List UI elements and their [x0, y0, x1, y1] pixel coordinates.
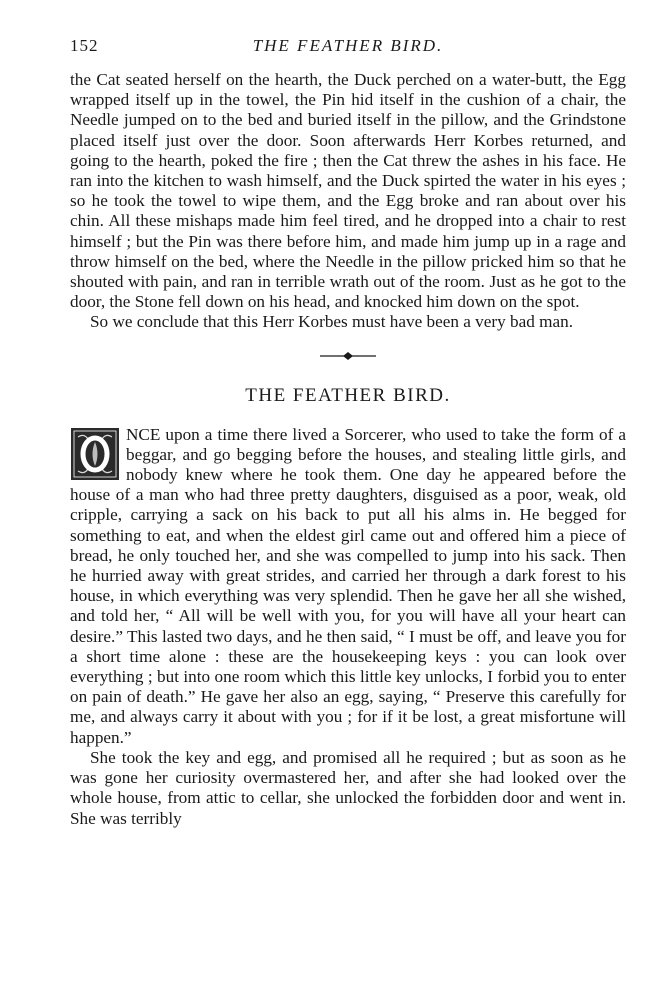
chapter-title: THE FEATHER BIRD.	[245, 384, 451, 406]
svg-text:O: O	[95, 479, 96, 481]
previous-story-conclusion: So we conclude that this Herr Korbes must have been a very bad man.	[90, 312, 574, 332]
page-number: 152	[70, 36, 99, 55]
book-page	[70, 36, 626, 829]
chapter-paragraph: She took the key and egg, and promised all he required ; but as soon as he was gone her curiosity overmastered her, and after she had looked over the whole house, from attic to cellar, she unlocked the forbidden door and went in. She was terribly	[70, 747, 626, 828]
ornament-divider-icon	[318, 351, 378, 361]
running-head	[70, 36, 626, 62]
section-divider	[70, 343, 626, 369]
previous-story-paragraph: the Cat seated herself on the hearth, the Duck perched on a water-butt, the Egg wrapped itself up in the towel, the Pin hid itself in the cushion of a chair, the Needle jumped on to the bed and buried itself in the pillow, and the Grindstone placed itself just over the door. Soon afterwards Herr Korbes returned, and going to the hearth, poked the fire ; then the Cat threw the ashes in his face. He ran into the kitchen to wash himself, and the Duck spirted the water in his eyes ; so he took the towel to wipe them, and the Egg broke and ran about over his chin. All these mishaps made him feel tired, and he dropped into a chair to rest himself ; but the Pin was there before him, and made him jump up in a rage and throw himself on the bed, where the Needle in the pillow pricked him so that he shouted with pain, and ran in terrible wrath out of the room. Just as he got to the door, the Stone fell down on his head, and knocked him down on the spot.	[70, 70, 626, 312]
running-title: THE FEATHER BIRD.	[252, 36, 444, 55]
opening-section	[70, 425, 626, 748]
opening-paragraph: NCE upon a time there lived a Sorcerer, who used to take the form of a beggar, and go begging before the houses, and stealing little girls, and nobody knew where he took them. One day he appeared before the house of a man who had three pretty daughters, disguised as a poor, weak, old cripple, carrying a sack on his back to put all his alms in. He begged for something to eat, and when the eldest girl came out and offered him a piece of bread, he only touched her, and she was compelled to jump into his sack. Then he hurried away with great strides, and carried her through a dark forest to his house, in which everything was very splendid. Then he gave her all she wished, and told her, “ All will be well with you, for you will have all your heart can desire.” This lasted two days, and he then said, “ I must be off, and leave you for a short time alone : these are the housekeeping keys : you can look over everything ; but into one room which this little key unlocks, I forbid you to enter on pain of death.” He gave her also an egg, saying, “ Preserve this carefully for me, and always carry it about with you ; for if it be lost, a great misfortune will happen.”	[70, 424, 626, 747]
decorated-initial-icon	[70, 427, 120, 481]
